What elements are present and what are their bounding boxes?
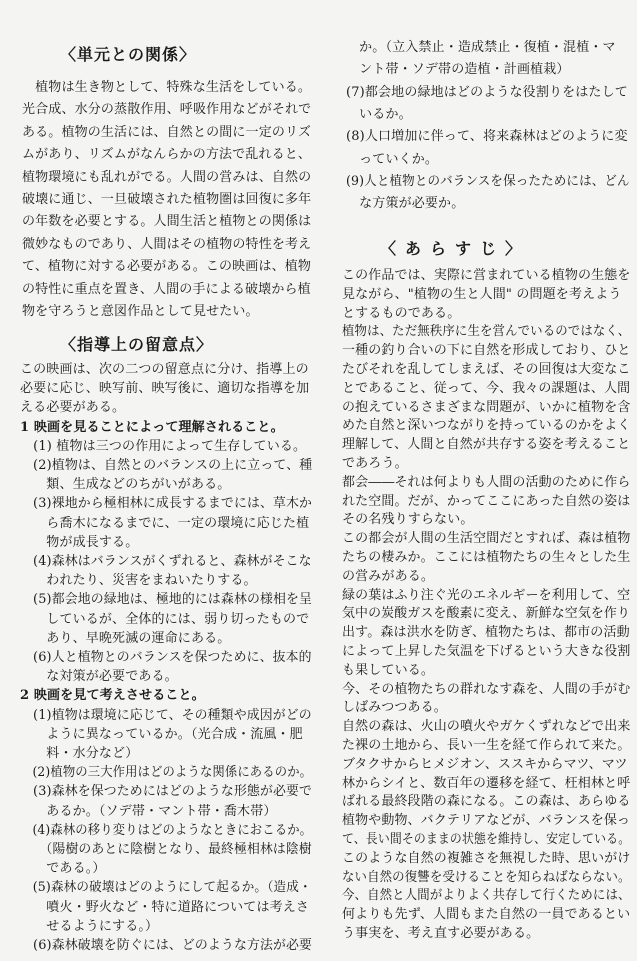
text-line: (4)森林の移り変りはどのようなときにおこるか。 bbox=[20, 822, 313, 838]
text-line: 物を守ろうと意図作品として見せたい。 bbox=[22, 304, 259, 319]
text-line: 緑の葉はふり注ぐ光のエネルギーを利用して、空 bbox=[342, 587, 631, 603]
text-line: (1) 植物は三つの作用によって生存している。 bbox=[20, 438, 307, 454]
text-line: の営みがある。 bbox=[342, 568, 435, 584]
text-line: 気中の炭酸ガスを酸素に変え、新鮮な空気を作り bbox=[342, 606, 631, 622]
text-line: う事実を、考え直す必要がある。 bbox=[342, 926, 540, 941]
text-line: であろう。 bbox=[342, 456, 408, 471]
text-line: ように異なっているか。（光合成・流風・肥 bbox=[20, 726, 303, 742]
text-line: 一種の釣り合いの下に自然を形成しており、ひと bbox=[342, 343, 631, 359]
text-line: この作品では、実際に営まれている植物の生態を bbox=[342, 268, 631, 283]
text-line: ブタクサからヒメジオン、ススキからマツ、マツ bbox=[342, 756, 628, 772]
text-line: ない自然の復讐を受けることを知らねばならない。 bbox=[342, 869, 631, 885]
text-line: っていくか。 bbox=[346, 151, 439, 167]
text-line: 必要に応じ、映写前、映写後に、適切な指導を加 bbox=[20, 381, 310, 397]
text-line: この映画は、次の二つの留意点に分け、指導上の bbox=[20, 362, 309, 377]
text-line: あり、早晩死滅の運命にある。 bbox=[20, 630, 231, 646]
text-line: たちの棲みか。ここには植物たちの生々とした生 bbox=[342, 550, 631, 565]
text-line: たびそれを乱してしまえば、その回復は大変なこ bbox=[342, 362, 631, 377]
text-line: な方策が必要か。 bbox=[346, 196, 465, 212]
text-line: である。） bbox=[20, 861, 106, 877]
text-line: (6)人と植物とのバランスを保つために、抜本的 bbox=[20, 650, 312, 665]
text-line: とであること、従って、今、我々の課題は、人間 bbox=[342, 380, 631, 396]
text-line: も果している。 bbox=[342, 662, 435, 678]
text-line: 見ながら、"植物の生と人間" の問題を考えよう bbox=[342, 286, 622, 302]
text-line: 2 映画を見て考えさせること。 bbox=[20, 688, 205, 704]
text-line: 出す。森は洪水を防ぎ、植物たちは、都市の活動 bbox=[342, 625, 630, 641]
text-line: (4)森林はバランスがくずれると、森林がそこな bbox=[20, 554, 312, 569]
text-line: 破壊に通じ、一旦破壊された植物圏は回復に多年 bbox=[22, 192, 312, 207]
text-line: ある。植物の生活には、自然との間に一定のリズ bbox=[22, 124, 312, 140]
text-line: (7)都会地の緑地はどのような役割りをはたして bbox=[346, 84, 628, 100]
text-line: 今、自然と人間がよりよく共存して行くためには、 bbox=[342, 888, 631, 904]
text-line: か。（立入禁止・造成禁止・復植・混植・マ bbox=[346, 40, 616, 55]
text-line: な対策が必要である。 bbox=[20, 669, 178, 685]
text-line: 1 映画を見ることによって理解されること。 bbox=[20, 419, 284, 435]
text-line: の特性に重点を置き、人間の手による破壊から植 bbox=[22, 281, 311, 297]
text-line: その名残りすらない。 bbox=[342, 512, 474, 528]
text-line: (3)裸地から極相林に成長するまでには、草木か bbox=[20, 496, 313, 512]
text-line: (2)植物の三大作用はどのような関係にあるのか。 bbox=[20, 765, 313, 781]
text-line: て、長い間そのままの状態を維持し、安定している。 bbox=[342, 832, 631, 847]
text-line: ら喬木になるまでに、一定の環境に応じた植 bbox=[20, 515, 310, 531]
text-line: この都会が人間の生活空間だとすれば、森は植物 bbox=[342, 531, 631, 547]
text-line: 都会――それは何よりも人間の活動のために作ら bbox=[342, 474, 631, 490]
text-line: た裸の土地から、長い一生を経て作られて来た。 bbox=[342, 738, 631, 753]
text-line: しばみつつある。 bbox=[342, 700, 447, 716]
text-line: の抱えているさまざまな問題が、いかに植物を含 bbox=[342, 399, 631, 415]
text-line: の年数を必要とする。人間生活と植物との関係は bbox=[22, 214, 312, 230]
text-line: 理解して、人間と自然が共存する姿を考えること bbox=[342, 437, 631, 453]
text-line: 植物や動物、バクテリアなどが、バランスを保っ bbox=[342, 813, 631, 829]
text-line: ント帯・ソデ帯の造植・計画植栽） bbox=[346, 62, 570, 78]
text-line: て、植物に対する必要がある。この映画は、植物 bbox=[22, 259, 312, 275]
text-line: 光合成、水分の蒸散作用、呼吸作用などがそれで bbox=[22, 102, 312, 118]
text-line: われたり、災害をまねいたりする。 bbox=[20, 573, 257, 589]
text-line: ばれる最終段階の森になる。この森は、あらゆる bbox=[342, 794, 631, 810]
text-line: 林からシイと、数百年の遷移を経て、枉相林と呼 bbox=[342, 775, 631, 791]
text-line: とするものである。 bbox=[342, 305, 461, 321]
text-line: 植物環境にも乱れがでる。人間の営みは、自然の bbox=[22, 169, 312, 185]
text-line: あるか。（ソデ帯・マント帯・喬木帯） bbox=[20, 803, 277, 819]
text-line: (9)人と植物とのバランスを保ったためには、どん bbox=[346, 173, 630, 189]
text-line: このような自然の複雑さを無視した時、思いがけ bbox=[342, 850, 631, 866]
text-line: 今、その植物たちの群れなす森を、人間の手がむ bbox=[342, 681, 631, 697]
text-line: によって上昇した気温を下げるという大きな役割 bbox=[342, 644, 631, 659]
section-heading-relation: 〈単元との関係〉 bbox=[60, 45, 197, 64]
text-line: ムがあり、リズムがなんらかの方法で乱れると、 bbox=[22, 147, 312, 163]
text-line: しているが、全体的には、弱り切ったもので bbox=[20, 611, 310, 627]
text-line: 噴火・野火など・特に道路については考えさ bbox=[20, 899, 310, 915]
text-line: (5)都会地の緑地は、極地的には森林の様相を呈 bbox=[20, 592, 313, 608]
text-line: (8)人口増加に伴って、将来森林はどのように変 bbox=[346, 129, 628, 145]
text-line: 植物は、ただ無秩序に生を営んでいるのではなく、 bbox=[342, 324, 631, 340]
text-line: めた自然と深いつながりを持っているのかをよく bbox=[342, 418, 631, 434]
text-line: せるようにする。） bbox=[20, 918, 159, 934]
text-line: (6)森林破壊を防ぐには、どのような方法が必要 bbox=[20, 938, 313, 953]
text-line: 何よりも先ず、人間もまた自然の一員であるとい bbox=[342, 907, 631, 923]
text-line: れた空間。だが、かってここにあった自然の姿は bbox=[342, 493, 631, 509]
text-line: いるか。 bbox=[346, 106, 412, 122]
text-line: （陽樹のあとに陰樹となり、最終極相林は陰樹 bbox=[20, 842, 312, 857]
text-line: 物が成長する。 bbox=[20, 534, 139, 550]
text-line: 植物は生き物として、特殊な生活をしている。 bbox=[22, 80, 312, 95]
text-line: (5)森林の破壊はどのようにして起るか。（造成・ bbox=[20, 880, 312, 896]
section-heading-synopsis: 〈あらすじ〉 bbox=[380, 239, 531, 258]
text-line: 自然の森は、火山の噴火やガケくずれなどで出来 bbox=[342, 719, 631, 735]
text-line: える必要がある。 bbox=[20, 400, 126, 416]
text-line: (3)森林を保つためにはどのような形態が必要で bbox=[20, 784, 313, 800]
text-line: (2)植物は、自然とのバランスの上に立って、種 bbox=[20, 458, 313, 473]
text-line: 微妙なものであり、人間はその植物の特性を考え bbox=[22, 236, 312, 252]
text-line: 料・水分など） bbox=[20, 746, 139, 761]
text-line: 類、生成などのちがいがある。 bbox=[20, 477, 231, 493]
section-heading-guidance: 〈指導上の留意点〉 bbox=[60, 335, 214, 354]
text-line: (1)植物は環境に応じて、その種類や成因がどの bbox=[20, 707, 312, 723]
